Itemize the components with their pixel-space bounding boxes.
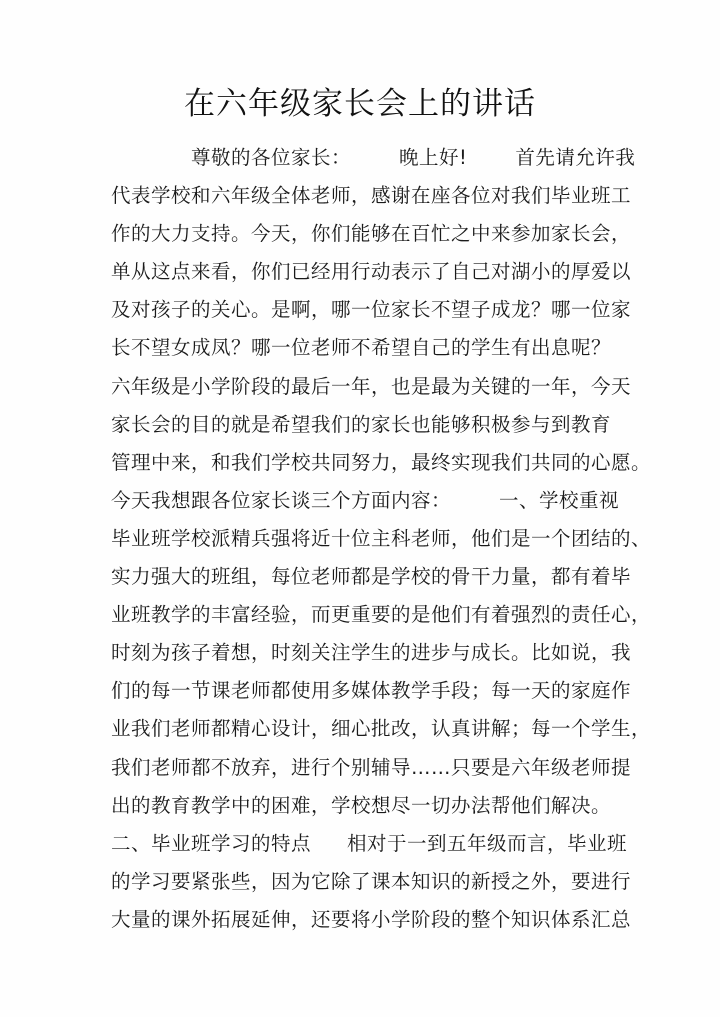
section-heading-1: 一、学校重视 (499, 488, 620, 512)
section-intro-line (111, 486, 620, 524)
text-line: 实力强大的班组，每位老师都是学校的骨干力量，都有着毕 (111, 565, 632, 589)
intro-text: 今天我想跟各位家长谈三个方面内容： (111, 488, 452, 512)
text-line: 及对孩子的关心。是啊，哪一位家长不望子成龙？哪一位家 (111, 298, 632, 322)
text-line: 出的教育教学中的困难，学校想尽一切办法帮他们解决。 (111, 793, 612, 817)
text-line: 作的大力支持。今天，你们能够在百忙之中来参加家长会， (111, 222, 632, 246)
text-line: 长不望女成凤？哪一位老师不希望自己的学生有出息呢？ (111, 336, 612, 360)
text-line: 大量的课外拓展延伸，还要将小学阶段的整个知识体系汇总 (111, 907, 632, 931)
text-line: 六年级是小学阶段的最后一年，也是最为关键的一年，今天 (111, 374, 632, 398)
opening-text: 首先请允许我 (515, 146, 636, 169)
greeting-line (111, 143, 636, 181)
salutation: 尊敬的各位家长： (191, 146, 352, 169)
text-line: 毕业班学校派精兵强将近十位主科老师，他们是一个团结的、 (111, 526, 652, 550)
greeting: 晚上好! (399, 146, 468, 169)
document-title: 在六年级家长会上的讲话 (184, 86, 536, 122)
text-line: 们的每一节课老师都使用多媒体教学手段；每一天的家庭作 (111, 679, 632, 703)
section-2-text: 相对于一到五年级而言，毕业班 (347, 831, 628, 855)
document-body (111, 143, 652, 943)
text-line: 管理中来，和我们学校共同努力，最终实现我们共同的心愿。 (111, 450, 652, 474)
text-line: 代表学校和六年级全体老师，感谢在座各位对我们毕业班工 (111, 184, 632, 208)
text-line: 业我们老师都精心设计，细心批改，认真讲解；每一个学生， (111, 717, 652, 741)
text-line: 的学习要紧张些，因为它除了课本知识的新授之外，要进行 (111, 869, 632, 893)
text-line: 时刻为孩子着想，时刻关注学生的进步与成长。比如说，我 (111, 641, 632, 665)
text-line: 业班教学的丰富经验，而更重要的是他们有着强烈的责任心， (111, 603, 652, 627)
text-line: 单从这点来看，你们已经用行动表示了自己对湖小的厚爱以 (111, 260, 632, 284)
section-2-line (111, 829, 628, 867)
text-line: 家长会的目的就是希望我们的家长也能够积极参与到教育 (111, 412, 612, 436)
text-line: 我们老师都不放弃，进行个别辅导……只要是六年级老师提 (111, 755, 632, 779)
section-heading-2: 二、毕业班学习的特点 (111, 831, 312, 855)
